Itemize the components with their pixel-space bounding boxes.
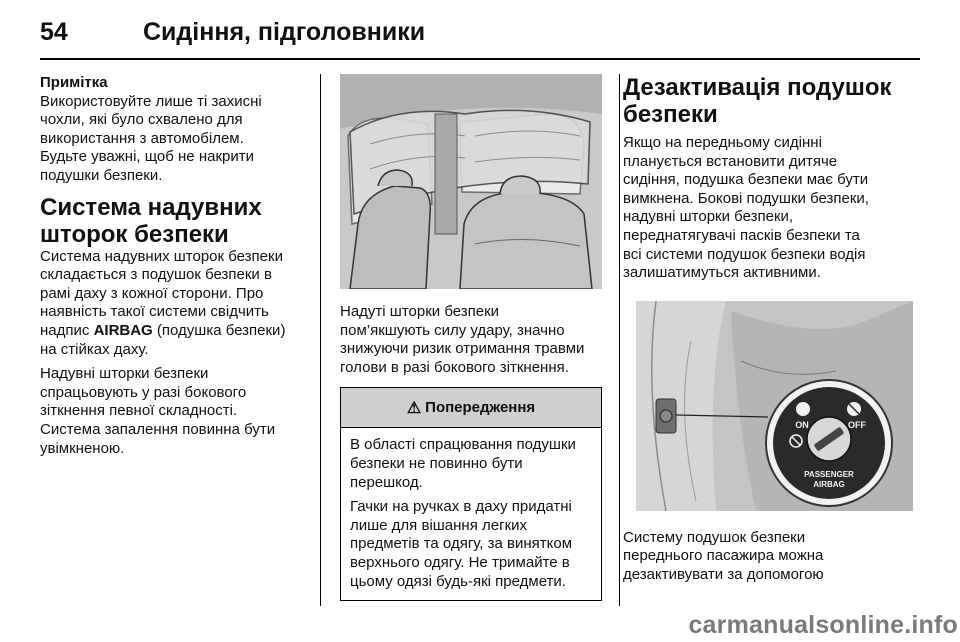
section-title-curtain-airbags <box>40 194 310 248</box>
text-line: лише для вішання легких <box>350 516 528 534</box>
title-line: шторок безпеки <box>40 220 229 248</box>
airbag-switch-illustration <box>636 301 913 511</box>
paragraph <box>40 365 310 458</box>
warning-triangle-icon: ⚠ <box>406 399 422 417</box>
text-line: Будьте уважні, щоб не накрити <box>40 148 254 166</box>
note-title: Примітка <box>40 74 108 91</box>
text-line: сидіння, подушка безпеки має бути <box>623 171 869 189</box>
text-line: знижуючи ризик отримання травми <box>340 340 585 358</box>
warning-box <box>340 387 602 601</box>
column-right <box>623 74 913 585</box>
column-divider <box>320 74 321 606</box>
text-line: Надуті шторки безпеки <box>340 303 500 320</box>
text-line: пом’якшують силу удару, значно <box>340 321 565 339</box>
text-line: планується встановити дитяче <box>623 152 838 170</box>
header-rule <box>40 58 920 60</box>
text-line: подушки безпеки. <box>40 166 163 184</box>
airbag-label: AIRBAG <box>93 321 153 339</box>
text-line: Система надувних шторок безпеки <box>40 247 283 265</box>
column-left <box>40 74 310 458</box>
paragraph <box>40 248 310 360</box>
text-line: увімкненою. <box>40 439 125 457</box>
column-middle <box>340 74 602 601</box>
text-line: зіткнення певної складності. <box>40 402 238 420</box>
figure-caption <box>623 529 913 585</box>
text-line: вимкнена. Бокові подушки безпеки, <box>623 189 869 207</box>
title-line: Дезактивація подушок <box>623 74 892 101</box>
warning-header <box>341 388 601 428</box>
text-line: Систему подушок безпеки <box>623 528 806 546</box>
switch-on-label: ON <box>795 419 809 430</box>
switch-plate-line1: PASSENGER <box>804 469 854 479</box>
text-line: складається з подушок безпеки в <box>40 266 272 284</box>
curtain-airbag-illustration <box>340 74 602 289</box>
text-line: голови в разі бокового зіткнення. <box>340 358 569 376</box>
section-title-airbag-deactivation <box>623 74 913 128</box>
title-line: безпеки <box>623 101 718 128</box>
text-line: перешкод. <box>350 473 423 491</box>
text-fragment: надпис <box>40 321 94 339</box>
text-line <box>40 322 310 341</box>
switch-off-label: OFF <box>848 419 866 430</box>
text-line: переднього пасажира можна <box>623 547 824 565</box>
text-fragment: (подушка безпеки) <box>152 321 286 339</box>
text-line: переднатягувачі пасків безпеки та <box>623 226 860 244</box>
text-line: Система запалення повинна бути <box>40 420 276 438</box>
note-text <box>40 93 310 186</box>
title-line: Система надувних <box>40 193 262 221</box>
text-line: цьому одязі будь-які предмети. <box>350 572 566 590</box>
watermark: carmanualsonline.info <box>688 611 958 639</box>
page-header <box>40 14 920 58</box>
text-line: Надувні шторки безпеки <box>40 365 209 383</box>
text-line: надувні шторки безпеки, <box>623 208 794 226</box>
text-line: на стійках даху. <box>40 340 149 358</box>
text-line: використання з автомобілем. <box>40 129 244 147</box>
text-line: безпеки не повинно бути <box>350 454 523 472</box>
chapter-title: Сидіння, підголовники <box>143 18 426 46</box>
text-line: спрацьовують у разі бокового <box>40 383 247 401</box>
paragraph <box>623 134 913 283</box>
text-line: наявність такої системи свідчить <box>40 303 269 321</box>
text-line: Якщо на передньому сидінні <box>623 134 822 151</box>
switch-plate-line2: AIRBAG <box>813 479 845 489</box>
text-line: рамі даху з кожної сторони. Про <box>40 284 264 302</box>
figure-caption <box>340 303 602 377</box>
text-line: чохли, які було схвалено для <box>40 111 243 129</box>
warning-title: Попередження <box>425 399 536 417</box>
text-line: всі системи подушок безпеки водія <box>623 245 866 263</box>
text-line: Використовуйте лише ті захисні <box>40 92 262 110</box>
page-number: 54 <box>40 18 68 46</box>
text-line: залишатимуться активними. <box>623 264 821 282</box>
column-divider <box>619 74 620 606</box>
text-line: предметів та одягу, за винятком <box>350 535 573 553</box>
text-line: верхнього одягу. Не тримайте в <box>350 553 570 571</box>
warning-body <box>341 428 601 600</box>
paragraph <box>350 498 592 591</box>
text-line: дезактивувати за допомогою <box>623 565 824 583</box>
text-line: В області спрацювання подушки <box>350 436 576 454</box>
text-line: Гачки на ручках в даху придатні <box>350 498 572 516</box>
